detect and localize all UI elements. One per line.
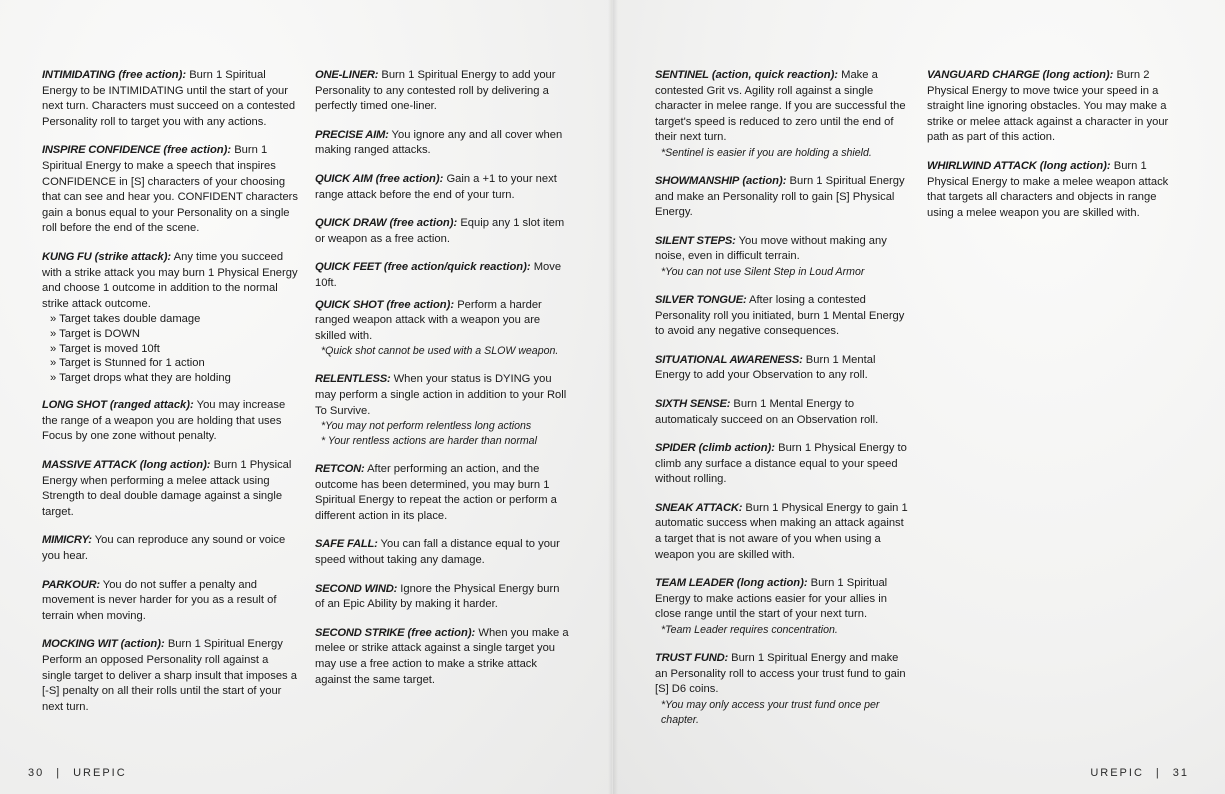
ability-entry: [42, 578, 298, 625]
ability-action-type: (free action):: [163, 144, 232, 157]
ability-description: After losing a contested Personality roll you initiated, burn 1 Mental Energy to avoid any negative consequences.: [655, 293, 905, 338]
ability-name: QUICK AIM: [315, 172, 373, 185]
ability-action-type: (free action):: [389, 217, 458, 230]
ability-description: Any time you succeed with a strike attack you may burn 1 Physical Energy and choose 1 outcome in addition to the normal strike attack outcome.: [42, 250, 298, 310]
column-4: [927, 68, 1183, 234]
ability-name: QUICK DRAW: [315, 217, 387, 230]
book-title-left: UREPIC: [73, 767, 127, 779]
ability-description: Burn 1 Mental Energy to add your Observation to any roll.: [655, 353, 876, 382]
ability-description: Burn 1 Spiritual Energy to add your Personality to any contested roll by delivering a perfectly timed one-liner.: [315, 69, 556, 113]
outcome-list: [42, 312, 298, 385]
ability-description: Ignore the Physical Energy burn of an Epic Ability by making it harder.: [315, 582, 560, 611]
ability-name: QUICK FEET: [315, 261, 381, 274]
ability-entry: [42, 637, 298, 715]
ability-description: Burn 1 Spiritual Energy to be INTIMIDATING until the start of your next turn. Characters must succeed on a contested Personality roll to target you with any actions.: [42, 69, 296, 128]
ability-description: You move without making any noise, even in difficult terrain.: [655, 234, 887, 263]
ability-name: SPIDER: [655, 442, 696, 455]
ability-entry: [655, 501, 911, 563]
ability-name: TRUST FUND:: [655, 652, 728, 665]
ability-description: Burn 1 Physical Energy to gain 1 automatic success when making an attack against a target that is not aware of you when using a weapon you are skilled with.: [655, 501, 908, 561]
ability-name: MIMICRY:: [42, 534, 92, 547]
ability-name: SAFE FALL:: [315, 538, 378, 551]
ability-note: *Team Leader requires concentration.: [661, 624, 838, 637]
ability-description: Burn 1 Spiritual Energy to make a speech that inspires CONFIDENCE in [S] characters of your choosing that can see and hear you. CONFIDENT characters gain a bonus equal to your Personality on a single roll before the end of the scene.: [42, 144, 298, 235]
ability-entry: [315, 298, 571, 360]
ability-action-type: (action, quick reaction):: [711, 69, 839, 81]
ability-entry: [315, 372, 571, 449]
ability-name: ONE-LINER:: [315, 69, 379, 81]
ability-entry: [927, 68, 1183, 146]
ability-action-type: (action):: [120, 638, 165, 651]
ability-entry: [42, 250, 298, 385]
ability-name: KUNG FU: [42, 250, 92, 263]
ability-description: Gain a +1 to your next range attack before the end of your turn.: [315, 172, 557, 201]
ability-name: MASSIVE ATTACK: [42, 459, 137, 472]
ability-description: Burn 1 Spiritual Energy and make an Personality roll to gain [S] Physical Energy.: [655, 174, 905, 219]
ability-description: Burn 1 Spiritual Energy to make actions easier for your allies in close range until the start of your next turn.: [655, 577, 888, 621]
ability-action-type: (action):: [742, 174, 787, 187]
ability-description: Perform a harder ranged weapon attack with a weapon you are skilled with.: [315, 298, 542, 342]
page-number-right: 31: [1172, 767, 1189, 779]
ability-description: Equip any 1 slot item or weapon as a free action.: [315, 217, 565, 245]
ability-entry: [315, 216, 571, 247]
ability-description: You can fall a distance equal to your speed without taking any damage.: [315, 538, 560, 567]
ability-entry: [42, 398, 298, 445]
outcome-item: » Target is DOWN: [50, 327, 298, 342]
ability-name: PRECISE AIM:: [315, 128, 389, 141]
ability-name: SENTINEL: [655, 69, 709, 81]
ability-name: MOCKING WIT: [42, 638, 118, 651]
ability-description: You do not suffer a penalty and movement is never harder for you as a result of terrain when moving.: [42, 578, 277, 622]
ability-entry: [315, 626, 571, 688]
ability-entry: [315, 582, 571, 613]
column-1: [42, 68, 298, 728]
ability-note: * Your rentless actions are harder than normal: [321, 435, 537, 448]
ability-action-type: (free action/quick reaction):: [383, 261, 531, 274]
outcome-item: » Target takes double damage: [50, 312, 298, 327]
ability-name: SITUATIONAL AWARENESS:: [655, 353, 803, 366]
ability-entry: [42, 68, 298, 130]
ability-description: Burn 1 Physical Energy to make a melee weapon attack that targets all characters and objects in range using a melee weapon you are skilled with.: [927, 159, 1169, 219]
ability-description: Burn 1 Spiritual Energy and make an Personality roll to access your trust fund to gain [S] D6 coins.: [655, 652, 906, 696]
ability-entry: [655, 68, 911, 161]
ability-entry: [655, 576, 911, 638]
ability-entry: [315, 68, 571, 115]
ability-action-type: (ranged attack):: [109, 399, 194, 412]
ability-name: INTIMIDATING: [42, 69, 116, 81]
ability-entry: [42, 458, 298, 520]
ability-note: *Quick shot cannot be used with a SLOW weapon.: [321, 345, 559, 358]
ability-entry: [655, 441, 911, 488]
ability-name: RELENTLESS:: [315, 373, 391, 386]
ability-description: You may increase the range of a weapon you are holding that uses Focus by one zone without penalty.: [42, 399, 286, 443]
column-2: [315, 68, 571, 701]
ability-action-type: (long action):: [1039, 159, 1111, 172]
ability-entry: [42, 143, 298, 237]
book-gutter: [608, 0, 618, 794]
ability-description: Burn 1 Physical Energy to climb any surface a distance equal to your speed without rolling.: [655, 442, 907, 486]
ability-entry: [315, 462, 571, 524]
ability-action-type: (long action):: [1042, 69, 1114, 81]
ability-description: Make a contested Grit vs. Agility roll against a single character in melee range. If you are successful the target's speed is reduced to zero until the end of their next turn.: [655, 69, 906, 144]
ability-action-type: (free action):: [375, 172, 444, 185]
ability-entry: [655, 234, 911, 280]
ability-name: TEAM LEADER: [655, 577, 734, 590]
ability-name: PARKOUR:: [42, 578, 100, 591]
outcome-item: » Target drops what they are holding: [50, 371, 298, 386]
ability-entry: [655, 293, 911, 340]
ability-name: RETCON:: [315, 463, 365, 476]
page-number-left: 30: [28, 767, 45, 779]
ability-note: *You can not use Silent Step in Loud Armor: [661, 265, 865, 278]
ability-name: SNEAK ATTACK:: [655, 501, 743, 514]
footer-right: [1090, 767, 1189, 779]
column-3: [655, 68, 911, 741]
ability-action-type: (strike attack):: [94, 250, 172, 263]
ability-description: Burn 2 Physical Energy to move twice your speed in a straight line ignoring obstacles. You may make a strike or melee attack against a character in your path as part of this action.: [927, 69, 1169, 144]
ability-name: QUICK SHOT: [315, 298, 384, 311]
ability-action-type: (free action):: [118, 69, 187, 81]
ability-description: After performing an action, and the outcome has been determined, you may burn 1 Spiritual Energy to repeat the action or perform a different action in its place.: [315, 463, 557, 522]
ability-description: You ignore any and all cover when making ranged attacks.: [315, 128, 563, 157]
ability-description: You can reproduce any sound or voice you hear.: [42, 534, 286, 563]
footer-left: [28, 767, 127, 779]
book-title-right: UREPIC: [1090, 767, 1144, 779]
ability-name: WHIRLWIND ATTACK: [927, 159, 1037, 172]
ability-name: LONG SHOT: [42, 399, 107, 412]
ability-description: Burn 1 Physical Energy when performing a melee attack using Strength to deal double damage against a single target.: [42, 459, 292, 518]
ability-name: VANGUARD CHARGE: [927, 69, 1040, 81]
ability-name: SHOWMANSHIP: [655, 174, 740, 187]
ability-action-type: (climb action):: [698, 442, 776, 455]
ability-entry: [315, 537, 571, 568]
ability-description: Burn 1 Mental Energy to automaticaly succeed on an Observation roll.: [655, 397, 879, 426]
ability-entry: [315, 260, 571, 291]
ability-action-type: (free action):: [407, 626, 476, 639]
ability-name: SILVER TONGUE:: [655, 293, 747, 306]
ability-entry: [42, 533, 298, 564]
footer-separator-left: |: [56, 767, 62, 779]
ability-note: *Sentinel is easier if you are holding a shield.: [661, 146, 872, 159]
ability-description: Move 10ft.: [315, 261, 562, 289]
ability-name: SIXTH SENSE:: [655, 397, 731, 410]
ability-name: INSPIRE CONFIDENCE: [42, 144, 161, 157]
ability-entry: [927, 159, 1183, 221]
outcome-item: » Target is moved 10ft: [50, 342, 298, 357]
ability-action-type: (long action):: [139, 459, 211, 472]
ability-entry: [315, 128, 571, 159]
footer-separator-right: |: [1155, 767, 1161, 779]
ability-entry: [655, 174, 911, 221]
ability-note: *You may only access your trust fund once per chapter.: [661, 698, 880, 726]
ability-description: Burn 1 Spiritual Energy Perform an opposed Personality roll against a single target to deliver a sharp insult that imposes a [-S] penalty on all their rolls until the start of your next turn.: [42, 638, 297, 713]
ability-description: When your status is DYING you may perform a single action in addition to your Roll To Survive.: [315, 373, 567, 417]
ability-name: SECOND STRIKE: [315, 626, 405, 639]
ability-entry: [655, 397, 911, 428]
ability-entry: [655, 651, 911, 728]
ability-name: SILENT STEPS:: [655, 234, 736, 247]
ability-entry: [655, 353, 911, 384]
ability-description: When you make a melee or strike attack against a single target you may use a free action to make a strike attack against the same target.: [315, 626, 569, 686]
ability-action-type: (long action):: [736, 577, 808, 590]
ability-note: *You may not perform relentless long actions: [321, 420, 532, 433]
ability-action-type: (free action):: [386, 298, 455, 311]
ability-entry: [315, 172, 571, 203]
outcome-item: » Target is Stunned for 1 action: [50, 356, 298, 371]
ability-name: SECOND WIND:: [315, 582, 398, 595]
